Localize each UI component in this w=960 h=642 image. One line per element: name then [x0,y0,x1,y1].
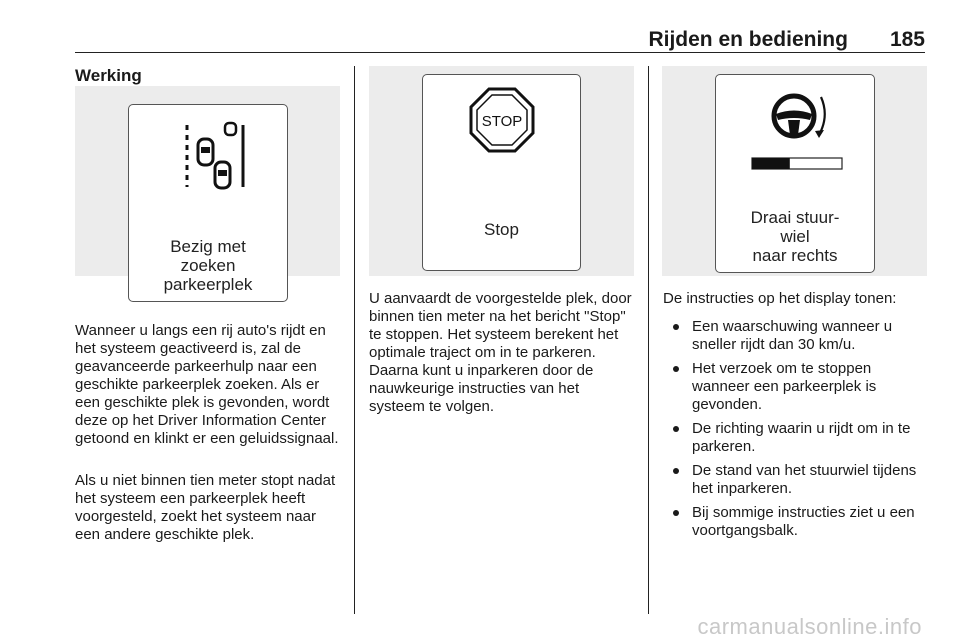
display-text-line-3: parkeerplek [163,275,253,294]
instruction-list [663,318,927,546]
progress-fill [752,158,790,169]
display-stop [422,74,581,271]
section-title: Werking [75,66,142,85]
display-steer [715,74,875,273]
col3-intro: De instructies op het display tonen: [663,290,897,307]
col2-paragraph: U aanvaardt de voorgestelde plek, door binnen tien meter na het bericht "Stop" te stoppen. Het systeem berekent het optimale traject om in te parkeren. Daarna kunt u inparkeren door de nauwkeurige instructies van het systeem te volgen. [369,290,632,415]
column-divider-2 [648,66,649,614]
list-item: Bij sommige instructies ziet u een voortgangsbalk. [663,504,927,540]
display-text-line-2: zoeken [180,256,236,275]
list-item: De richting waarin u rijdt om in te parkeren. [663,420,927,456]
stop-sign-icon [423,75,580,165]
col1-paragraph-2: Als u niet binnen tien meter stopt nadat het systeem een parkeerplek heeft voorgesteld, zoekt het systeem naar een andere geschikte plek. [75,472,336,543]
col1-paragraph-1: Wanneer u langs een rij auto's rijdt en het systeem geactiveerd is, zal de geavanceerde parkeerhulp naar een geschikte parkeerplek zoeken. Als er een geschikte plek is gevonden, wordt deze op het Driver Information Center getoond en klinkt er een geluidssignaal. [75,322,339,447]
page-number: 185 [889,28,925,51]
display-text-stop: Stop [484,220,519,239]
page-header [75,28,925,52]
display-text-line-1: Bezig met [170,237,246,256]
header-rule [75,52,925,53]
column-divider-1 [354,66,355,614]
running-head: Rijden en bediening [648,28,848,51]
display-text-line-1: Draai stuur- [750,208,840,227]
list-item: Het verzoek om te stoppen wanneer een parkeerplek is gevonden. [663,360,927,414]
figure-stop [369,66,634,276]
figure-searching [75,86,340,294]
stop-sign-text: STOP [481,113,523,130]
progress-bar [752,158,842,170]
display-text-line-3: naar rechts [752,246,838,265]
list-item: De stand van het stuurwiel tijdens het inparkeren. [663,462,927,498]
watermark: carmanualsonline.info [697,614,922,639]
display-searching [128,104,288,302]
list-item: Een waarschuwing wanneer u sneller rijdt dan 30 km/u. [663,318,927,354]
figure-steer [662,66,927,276]
parking-cars-icon [129,105,287,205]
display-text-line-2: wiel [780,227,810,246]
